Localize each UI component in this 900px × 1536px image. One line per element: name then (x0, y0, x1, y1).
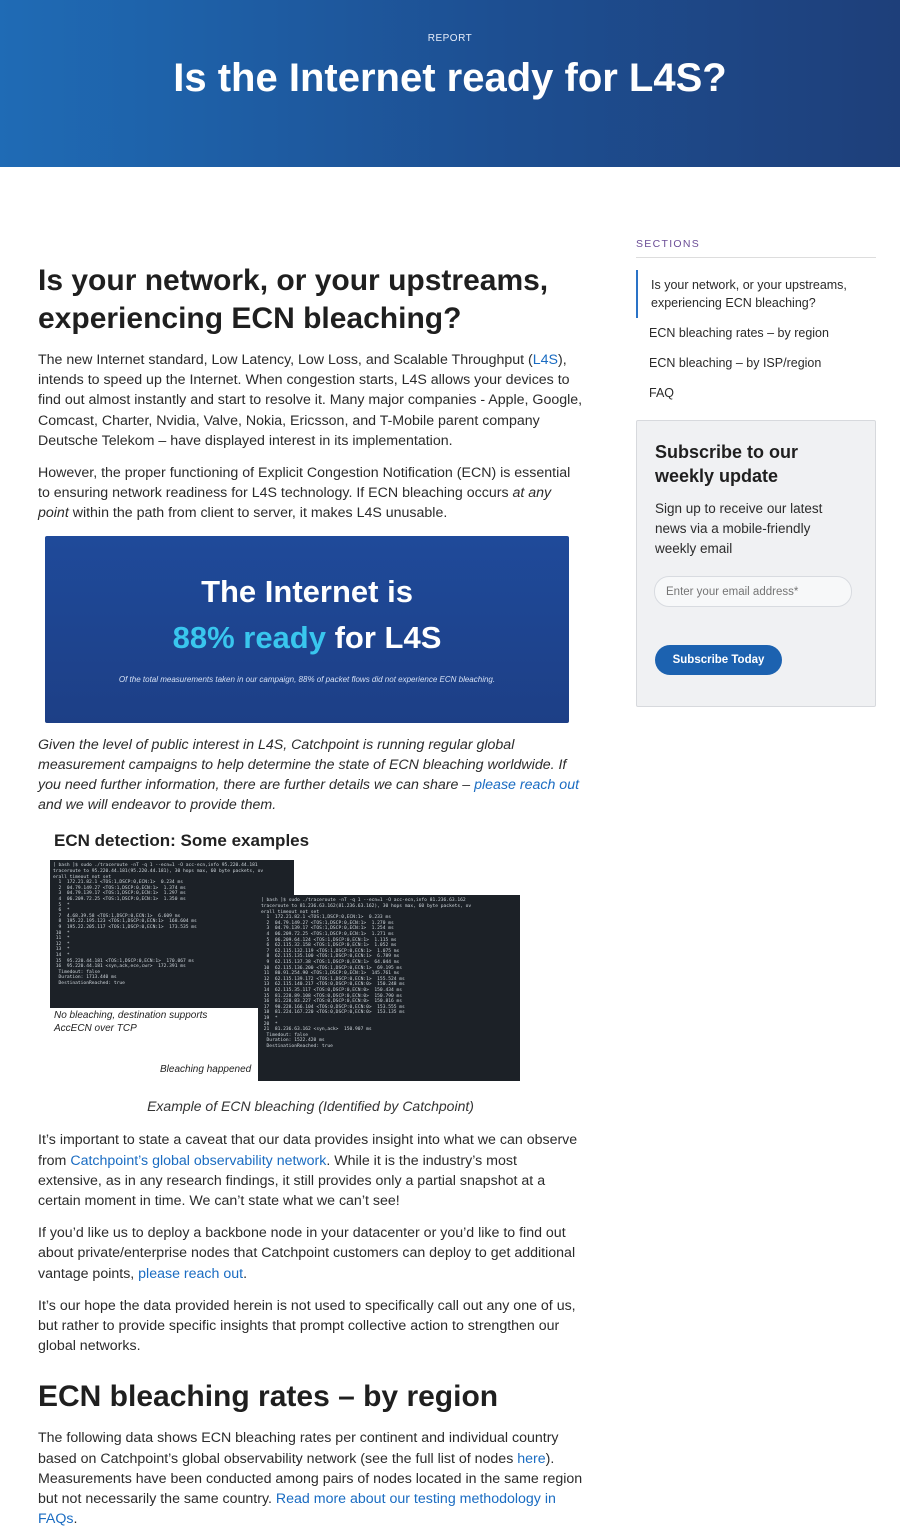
ecn-paragraph: However, the proper functioning of Explicit Congestion Notification (ECN) is essential to ensuring network readiness for L4S technology. If ECN bleaching occurs at any point within the path from client to server, it makes L4S unusable. (38, 465, 571, 522)
section-heading-by-region: ECN bleaching rates – by region (38, 1380, 499, 1414)
reach-out-link[interactable]: please reach out (474, 777, 580, 794)
subscribe-box (636, 420, 876, 707)
subscribe-description: Sign up to receive our latest news via a mobile-friendly weekly email (655, 501, 823, 556)
hope-paragraph: It’s our hope the data provided herein is not used to specifically call out any one of us, but rather to provide specific insights that prompt collective action to strengthen our global networks. (38, 1297, 576, 1355)
figure-note-bleaching: Bleaching happened (160, 1064, 252, 1076)
section-heading-ecn-bleaching: Is your network, or your upstreams, experiencing ECN bleaching? (38, 264, 549, 335)
page-title: Is the Internet ready for L4S? (173, 56, 727, 100)
methodology-link[interactable]: Read more about our testing methodology in FAQs (38, 1491, 556, 1528)
caveat-paragraph: It’s important to state a caveat that our data provides insight into what we can observe from Catchpoint’s global observability network. While it is the industry’s most extensive, as in any research findings, it still provides only a partial snapshot at a certain moment in time. We can’t state what we can’t see! (38, 1132, 578, 1210)
banner-line-1: The Internet is (201, 573, 413, 609)
banner-line-2: 88% ready for L4S (172, 619, 442, 655)
campaign-paragraph: Given the level of public interest in L4S, Catchpoint is running regular global measurement campaigns to help determine the state of ECN bleaching worldwide. If you need further information, there are further details we can share – please reach out and we will endeavor to provide them. (38, 736, 580, 814)
l4s-link[interactable]: L4S (532, 352, 559, 368)
nav-item-by-region[interactable]: ECN bleaching rates – by region (649, 326, 829, 340)
sidebar-title: SECTIONS (636, 238, 876, 258)
figure-title: ECN detection: Some examples (54, 831, 310, 851)
figure-caption: Example of ECN bleaching (Identified by Catchpoint) (147, 1098, 474, 1115)
readiness-banner (45, 536, 569, 723)
article-content (38, 262, 583, 1536)
nav-item-faq[interactable]: FAQ (649, 386, 675, 400)
subscribe-button[interactable]: Subscribe Today (655, 645, 782, 675)
nav-item-by-isp-region[interactable]: ECN bleaching – by ISP/region (649, 356, 822, 370)
intro-paragraph: The new Internet standard, Low Latency, Low Loss, and Scalable Throughput (L4S), intends to speed up the Internet. When congestion starts, L4S allows your devices to find out almost instantly and start to resolve it. Many major companies - Apple, Google, Comcast, Charter, Nvidia, Valve, Nokia, Ericsson, and T-Mobile parent company Deutsche Telekom – have displayed interest in its implementation. (38, 352, 583, 449)
banner-highlight: 88% ready (172, 619, 326, 655)
region-paragraph: The following data shows ECN bleaching rates per continent and individual country based on Catchpoint’s global observability network (see the full list of nodes here). Measurements have been conducted among pairs of nodes located in the same region but not necessarily the same country. Read more about our testing methodology in FAQs. (38, 1430, 583, 1528)
sections-sidebar (636, 238, 876, 408)
ecn-detection-figure (38, 827, 583, 1092)
nodes-list-link[interactable]: here (517, 1450, 546, 1467)
sections-nav (636, 270, 876, 408)
observability-network-link[interactable]: Catchpoint’s global observability network (70, 1152, 327, 1169)
figure-note-no-bleaching: No bleaching, destination supports AccECN over TCP (54, 1010, 208, 1035)
terminal-bleaching: [ bash ]$ sudo ./traceroute -nT -q 1 --ecn=1 -O acc-ecn,info 81.236.63.162 traceroute to 81.236.63.162(81.236.63.162), 30 hops max, 60 byte packets, ov erall timeout not set 1 172.21.82.1 <TOS:1,DSCP:0,ECN:1> 0.233 ms 2 04.79.149.27 <TOS:1,DSCP:0,ECN:1> 1.270 ms 3 04.79.139.17 <TOS:1,DSCP:0,ECN:1> 1.254 ms 4 06.209.72.25 <TOS:1,DSCP:0,ECN:1> 1.271 ms 5 06.209.64.124 <TOS:1,DSCP:0,ECN:1> 1.115 ms 6 62.115.32.158 <TOS:1,DSCP:0,ECN:1> 1.052 ms 7 62.115.132.119 <TOS:1,DSCP:0,ECN:1> 1.075 ms 8 62.115.135.100 <TOS:1,DSCP:0,ECN:1> 6.789 ms 9 62.115.137.38 <TOS:1,DSCP:0,ECN:1> 64.044 ms 10 62.115.136.200 <TOS:1,DSCP:0,ECN:1> 69.195 ms 11 80.91.254.90 <TOS:1,DSCP:0,ECN:1> 145.761 ms 12 62.115.139.172 <TOS:1,DSCP:0,ECN:1> 155.524 ms 13 62.115.140.217 <TOS:0,DSCP:0,ECN:0> 150.248 ms 14 62.115.35.117 <TOS:0,DSCP:0,ECN:0> 150.434 ms 15 81.228.89.108 <TOS:0,DSCP:0,ECN:0> 150.790 ms 16 81.228.83.227 <TOS:0,DSCP:0,ECN:0> 150.816 ms 17 90.228.166.104 <TOS:0,DSCP:0,ECN:0> 153.555 ms 18 81.224.167.220 <TOS:0,DSCP:0,ECN:0> 153.135 ms 19 * 20 * 21 81.236.63.162 <syn,ack> 150.907 ms Timedout: false Duration: 1522.420 ms DestinationReached: true (258, 895, 520, 1081)
nav-item-ecn-bleaching[interactable]: Is your network, or your upstreams, experiencing ECN bleaching? (636, 270, 876, 318)
deploy-paragraph: If you’d like us to deploy a backbone node in your datacenter or you’d like to find out about private/enterprise nodes that Catchpoint customers can deploy to get additional vantage points, please reach out. (38, 1225, 576, 1282)
banner-caption: Of the total measurements taken in our campaign, 88% of packet flows did not experience ECN bleaching. (118, 674, 496, 684)
terminal-no-bleaching: [ bash ]$ sudo ./traceroute -nT -q 1 --ecn=1 -O acc-ecn,info 95.220.44.181 traceroute to 95.220.44.181(95.220.44.181), 30 hops max, 60 byte packets, ov erall timeout not set 1 172.21.82.1 <TOS:1,DSCP:0,ECN:1> 0.234 ms 2 04.79.149.27 <TOS:1,DSCP:0,ECN:1> 1.374 ms 3 04.79.139.17 <TOS:1,DSCP:0,ECN:1> 1.297 ms 4 06.209.72.25 <TOS:1,DSCP:0,ECN:1> 1.350 ms 5 * 6 * 7 4.68.39.58 <TOS:1,DSCP:0,ECN:1> 6.609 ms 8 195.22.195.123 <TOS:1,DSCP:0,ECN:1> 168.604 ms 9 195.22.205.117 <TOS:1,DSCP:0,ECN:1> 173.535 ms 10 * 11 * 12 * 13 * 14 * 15 95.220.44.181 <TOS:1,DSCP:0,ECN:1> 170.067 ms 16 95.220.44.181 <syn,ack,ece,cwr> 172.391 ms Timedout: false Duration: 1713.440 ms DestinationReached: true (50, 860, 294, 1008)
report-kicker: REPORT (427, 33, 473, 44)
reach-out-link-2[interactable]: please reach out (138, 1265, 244, 1282)
subscribe-title: Subscribe to our weekly update (655, 442, 799, 486)
hero-header (0, 0, 900, 167)
email-input[interactable] (654, 576, 852, 607)
